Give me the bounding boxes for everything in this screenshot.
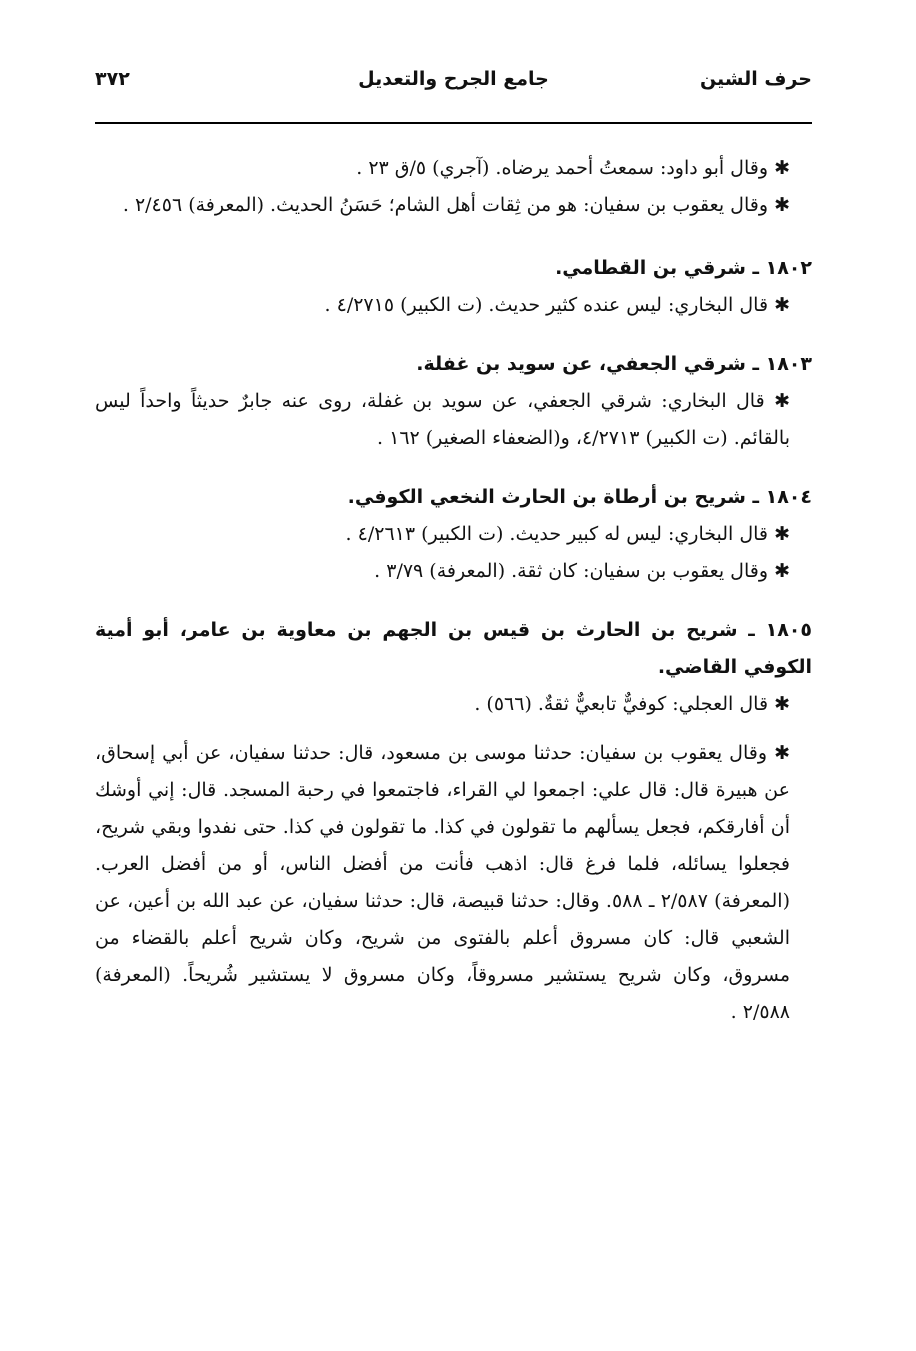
page-header	[95, 62, 812, 124]
paragraph: ✱ قال البخاري: ليس عنده كثير حديث. (ت الكبير) ٤/٢٧١٥ .	[324, 294, 790, 316]
asterisk-icon: ✱	[774, 194, 790, 216]
paragraph: ✱ وقال أبو داود: سمعتُ أحمد يرضاه. (آجري) ٥/ق ٢٣ .	[356, 157, 790, 179]
asterisk-icon: ✱	[774, 742, 790, 764]
entry-title: ١٨٠٢ ـ شرقي بن القطامي.	[555, 257, 812, 279]
entry-title: ١٨٠٣ ـ شرقي الجعفي، عن سويد بن غفلة.	[416, 353, 812, 375]
asterisk-icon: ✱	[774, 523, 790, 545]
chapter-title: حرف الشين	[699, 68, 812, 90]
paragraph: ✱ قال العجلي: كوفيٌّ تابعيٌّ ثقةٌ. (٥٦٦) .	[474, 693, 790, 715]
page-number: ٣٧٢	[95, 68, 130, 90]
asterisk-icon: ✱	[774, 157, 790, 179]
paragraph: ✱ قال البخاري: شرقي الجعفي، عن سويد بن غفلة، روى عنه جابرٌ حديثاً واحداً ليس بالقائم. (ت الكبير) ٤/٢٧١٣، و(الضعفاء الصغير) ١٦٢ .	[95, 390, 791, 449]
entry-title: ١٨٠٤ ـ شريح بن أرطاة بن الحارث النخعي الكوفي.	[347, 486, 812, 508]
asterisk-icon: ✱	[774, 390, 791, 412]
asterisk-icon: ✱	[774, 294, 790, 316]
book-title: جامع الجرح والتعديل	[358, 68, 549, 90]
page-body	[95, 150, 812, 1031]
asterisk-icon: ✱	[774, 693, 790, 715]
paragraph: ✱ وقال يعقوب بن سفيان: حدثنا موسى بن مسعود، قال: حدثنا سفيان، عن أبي إسحاق، عن هبيرة قال: قال علي: اجمعوا لي القراء، فاجتمعوا في رحبة المسجد. قال: إني أوشك أن أفارقكم، فجعل يسألهم ما تقولون في كذا. ما تقولون في كذا. حتى نفدوا وبقي شريح، فجعلوا يسائله، فلما فرغ قال: اذهب فأنت من أفضل الناس، أو من أفضل العرب. (المعرفة) ٢/٥٨٧ ـ ٥٨٨. وقال: حدثنا قبيصة، قال: حدثنا سفيان، عن عبد الله بن أعين، عن الشعبي قال: كان مسروق أعلم بالفتوى من شريح، وكان شريح أعلم بالقضاء من مسروق، وكان شريح يستشير مسروقاً، وكان مسروق لا يستشير شُريحاً. (المعرفة) ٢/٥٨٨ .	[95, 742, 790, 1023]
entry-title: ١٨٠٥ ـ شريح بن الحارث بن قيس بن الجهم بن معاوية بن عامر، أبو أمية الكوفي القاضي.	[95, 619, 812, 678]
paragraph: ✱ قال البخاري: ليس له كبير حديث. (ت الكبير) ٤/٢٦١٣ .	[345, 523, 790, 545]
asterisk-icon: ✱	[774, 560, 790, 582]
paragraph: ✱ وقال يعقوب بن سفيان: هو من ثِقات أهل الشام؛ حَسَنُ الحديث. (المعرفة) ٢/٤٥٦ .	[122, 194, 790, 216]
paragraph: ✱ وقال يعقوب بن سفيان: كان ثقة. (المعرفة) ٣/٧٩ .	[374, 560, 790, 582]
